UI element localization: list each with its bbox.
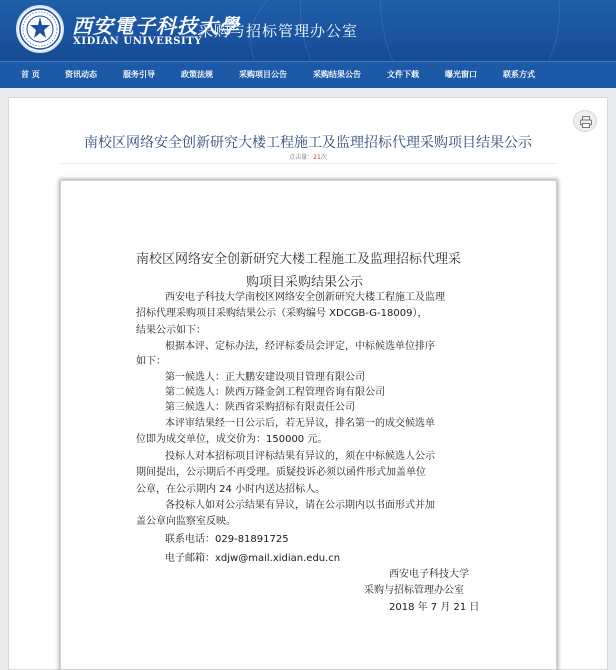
contact-phone: 联系电话：029-81891725 (165, 534, 289, 545)
document-line: 第二候选人：陕西万隆金剑工程管理咨询有限公司 (165, 387, 385, 398)
document-line: 盖公章向监察室反映。 (136, 516, 236, 527)
page-title: 南校区网络安全创新研究大楼工程施工及监理招标代理采购项目结果公示 (84, 135, 532, 151)
document-line: 根据本评、定标办法，经评标委员会评定，中标候选单位排序 (165, 341, 435, 352)
document-line: 位即为成交单位，成交价为：150000 元。 (136, 434, 328, 445)
nav-item-downloads[interactable]: 文件下载 (387, 70, 419, 79)
document-line: 第一候选人：正大鹏安建设项目管理有限公司 (165, 372, 365, 383)
logo-chinese-name[interactable]: 西安電子科技大學 (72, 14, 240, 38)
document-line: 西安电子科技大学南校区网络安全创新研究大楼工程施工及监理 (165, 292, 445, 303)
nav-item-service-guide[interactable]: 服务引导 (123, 70, 155, 79)
hit-counter (0, 152, 616, 161)
nav-item-procurement-results[interactable]: 采购结果公告 (313, 70, 361, 79)
document-line: 第三候选人：陕西省采购招标有限责任公司 (165, 402, 355, 413)
divider (60, 163, 557, 164)
document-line: 本评审结果经一日公示后，若无异议，排名第一的成交候选单 (165, 418, 435, 429)
document-line: 期间提出，公示期后不再受理。质疑投诉必须以函件形式加盖单位 (136, 467, 426, 478)
document-line: 招标代理采购项目采购结果公示（采购编号 XDCGB-G-18009）， (136, 308, 428, 319)
hits-label: 点击量： (289, 154, 314, 161)
nav-item-procurement-notices[interactable]: 采购项目公告 (239, 70, 287, 79)
nav-item-exposure-window[interactable]: 曝光窗口 (445, 70, 477, 79)
document-line: 结果公示如下： (136, 325, 206, 336)
hits-suffix: 次 (320, 154, 327, 161)
university-seal-icon[interactable] (16, 5, 64, 53)
document-line: 各投标人如对公示结果有异议，请在公示期内以书面形式并加 (165, 500, 435, 511)
document-line: 如下： (136, 356, 166, 367)
nav-item-news[interactable]: 资讯动态 (65, 70, 97, 79)
site-header (0, 0, 616, 61)
nav-item-contact[interactable]: 联系方式 (503, 70, 535, 79)
document-line: 公章，在公示期内 24 小时内送达招标人。 (136, 484, 326, 495)
logo-english-name[interactable]: XIDIAN UNIVERSITY (73, 36, 203, 47)
office-title: 采购与招标管理办公室 (198, 22, 359, 40)
document-title-line: 南校区网络安全创新研究大楼工程施工及监理招标代理采 (136, 252, 462, 267)
print-icon (579, 115, 593, 129)
hits-count: 21 (313, 154, 321, 161)
signature-date: 2018 年 7 月 21 日 (389, 602, 480, 613)
print-button[interactable] (573, 110, 597, 132)
signature-org: 西安电子科技大学 (389, 569, 469, 580)
document-title-line: 购项目采购结果公示 (246, 275, 364, 290)
document-line: 投标人对本招标项目评标结果有异议的，须在中标候选人公示 (165, 451, 435, 462)
nav-item-policies[interactable]: 政策法规 (181, 70, 213, 79)
main-nav (0, 61, 616, 88)
nav-item-home[interactable]: 首 页 (21, 70, 40, 79)
signature-office: 采购与招标管理办公室 (364, 585, 464, 596)
contact-email: 电子邮箱：xdjw@mail.xidian.edu.cn (165, 553, 341, 564)
